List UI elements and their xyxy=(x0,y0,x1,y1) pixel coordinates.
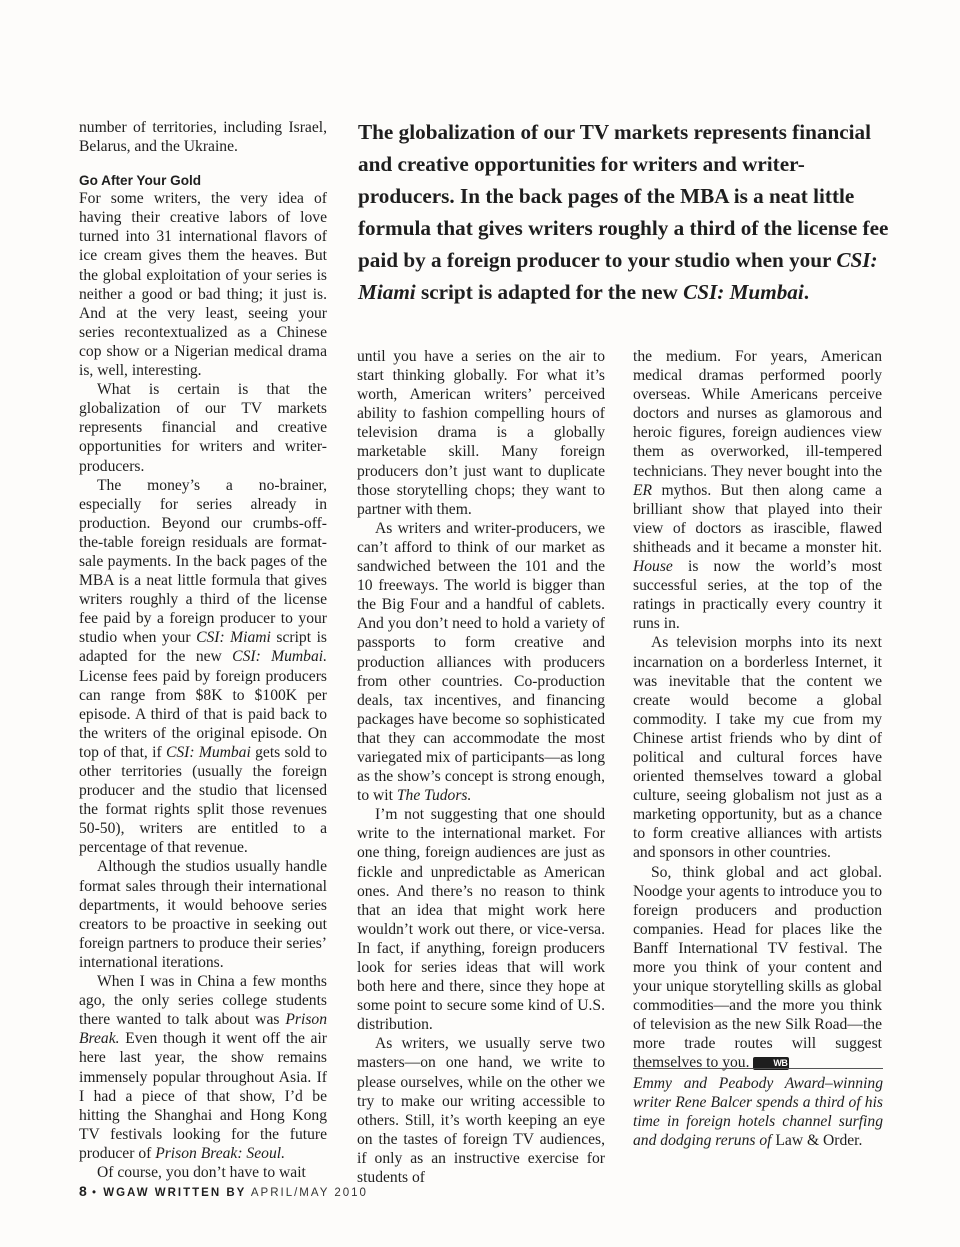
author-bio: Emmy and Peabody Award–winning writer Rene Balcer spends a third of his time in foreign hotels channel surfing and dodging reruns of Law & Order. xyxy=(633,1075,883,1150)
paragraph: What is certain is that the globalization of our TV markets represents financial and creative opportunities for writers and writer-producers. xyxy=(79,381,327,475)
paragraph: As writers, we usually serve two masters—on one hand, we write to please ourselves, while on the other we try to make our writing accessible to others. Still, it’s worth keeping an eye on the tastes of foreign TV audiences, if only as an instructive exercise for students of xyxy=(357,1035,605,1187)
paragraph: I’m not suggesting that one should write to the international market. For one thing, foreign audiences are just as fickle and unpredictable as American ones. And there’s no reason to think that an idea that might work here wouldn’t work out there, or vice-versa. In fact, if anything, foreign producers look for series ideas that will work both here and there, since they hope at some point to secure some kind of U.S. distribution. xyxy=(357,806,605,1034)
paragraph: For some writers, the very idea of having their creative labors of love turned into 31 international flavors of ice cream gives them the heaves. But the global exploitation of your series is neither a good or bad thing; it just is. And at the very least, seeing your series recontextualized as a Chinese cop show or a Nigerian medical drama is, well, interesting. xyxy=(79,190,327,380)
magazine-name: WGAW WRITTEN BY xyxy=(103,1187,247,1199)
paragraph: Of course, you don’t have to wait xyxy=(97,1163,306,1181)
paragraph: So, think global and act global. Noodge your agents to introduce you to foreign producers and production companies. Head for places like the Banff International TV festival. The more you think of your content and your unique storytelling skills as global commodities—and the more you think of television as the new Silk Road—the more trade routes will suggest themselves to you. WB xyxy=(633,863,882,1072)
paragraph: As writers and writer-producers, we can’t afford to think of our market as sandwiched between the 101 and the 10 freeways. The world is bigger than the Big Four and a handful of cablets. And you don’t need to hold a variety of passports to form creative and production alliances with producers from other countries. Co-production deals, tax incentives, and financing packages have become so sophisticated that they can accommodate the most variegated mix of participants—as long as the show’s concept is strong enough, to wit The Tudors. xyxy=(357,519,605,805)
paragraph: As television morphs into its next incarnation on a borderless Internet, it was inevitable that the content we create would become a global commodity. I take my cue from my Chinese artist friends who by dint of political and cultural forces have oriented themselves toward a global culture, seeing globalism not just as a marketing opportunity, but as a chance to form creative alliances with artists and sponsors in other countries. xyxy=(633,634,882,862)
paragraph: The money’s a no-brainer, especially for series already in production. Beyond our crumbs-off-the-table foreign residuals are format-sale payments. In the back pages of the MBA is a neat little formula that gives writers roughly a third of the license fee paid by a foreign producer to your studio when your CSI: Miami script is adapted for the new CSI: Mumbai. License fees paid by foreign producers can range from $8K to $100K per episode. A third of that is paid back to the writers of the original episode. On top of that, if CSI: Mumbai gets sold to other territories (usually the foreign producer and the studio that licensed the format rights split those revenues 50-50), writers are entitled to a percentage of that revenue. xyxy=(79,476,327,857)
paragraph: When I was in China a few months ago, the only series college students there wanted to talk about was Prison Break. Even though it went off the air here last year, the show remains immensely popular throughout Asia. If I had a piece of that show, I’d be hitting the Shanghai and Hong Kong TV festivals looking for the future producer of Prison Break: Seoul. xyxy=(79,973,327,1162)
article-column-2 xyxy=(357,347,605,1187)
paragraph: until you have a series on the air to start thinking globally. For what it’s worth, American writers’ perceived ability to fashion compelling hours of television drama is a globally marketable skill. Many foreign producers don’t just want to duplicate those storytelling chops; they want to partner with them. xyxy=(357,348,605,518)
section-subhead: Go After Your Gold xyxy=(79,173,202,189)
paragraph: Although the studios usually handle format sales through their international departments, it would behoove series creators to be proactive in seeking out foreign partners to produce their series’ international iterations. xyxy=(79,858,327,971)
article-column-1 xyxy=(79,118,327,1182)
page-number: 8 xyxy=(79,1183,87,1199)
page-footer xyxy=(79,1183,368,1199)
pull-quote: The globalization of our TV markets represents financial and creative opportunities for writers and writer-producers. In the back pages of the MBA is a neat little formula that gives writers roughly a third of the license fee paid by a foreign producer to your studio when your CSI: Miami script is adapted for the new CSI: Mumbai. xyxy=(358,120,889,304)
paragraph: number of territories, including Israel, Belarus, and the Ukraine. xyxy=(79,119,327,156)
bio-divider xyxy=(633,1068,883,1069)
paragraph: the medium. For years, American medical dramas performed poorly overseas. While Americans perceive doctors and nurses as glamorous and heroic figures, foreign audiences view them as overworked, ill-tempered technicians. They never bought into the ER mythos. But then along came a brilliant show that played into their view of doctors as irascible, flawed shitheads and it became a monster hit. House is now the world’s most successful series, at the top of the ratings in practically every country it runs in. xyxy=(633,348,882,633)
article-column-3 xyxy=(633,347,882,1073)
footer-bullet: • xyxy=(92,1187,99,1199)
issue-date: APRIL/MAY 2010 xyxy=(250,1187,368,1199)
end-mark-icon: WB xyxy=(753,1057,789,1070)
